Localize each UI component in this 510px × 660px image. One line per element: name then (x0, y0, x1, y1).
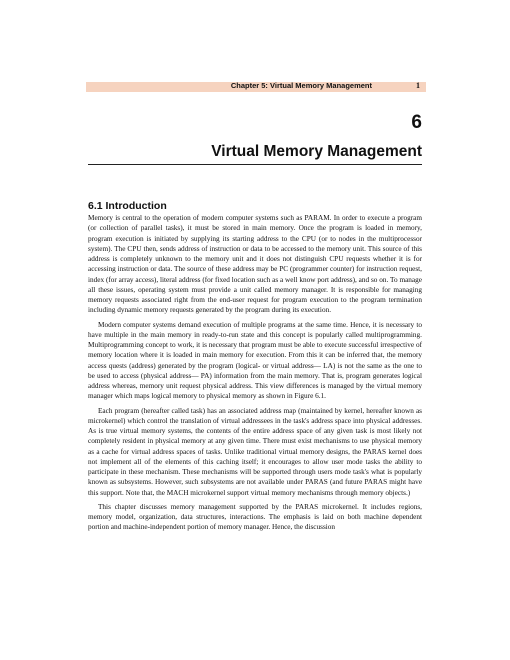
chapter-title: Virtual Memory Management (211, 143, 422, 160)
running-header-title: Chapter 5: Virtual Memory Management (230, 81, 372, 90)
chapter-number: 6 (411, 112, 422, 133)
body-text (88, 213, 422, 537)
page-number: 1 (416, 81, 420, 90)
paragraph: Modern computer systems demand execution of multiple programs at the same time. Hence, it is necessary to have multiple in the main memory in ready-to-run state and this concept is popularly called multiprogramming. Multiprogramming concept to work, it is necessary that program must be able to execute successful irrespective of memory location where it is loaded in main memory for execution. From this it can be inferred that, the memory access quests (address) generated by the program (logical- or virtual address— LA) is not the same as the one to be used to access (physical address— PA) information from the main memory. That is, program generates logical address whereas, memory unit request physical address. This view differences is managed by the virtual memory manager which maps logical memory to physical memory as shown in Figure 6.1. (88, 320, 422, 401)
paragraph: Each program (hereafter called task) has an associated address map (maintained by kernel, hereafter known as microkernel) which control the translation of virtual addressees in the task's address space into physical addresses. As is true virtual memory systems, the contents of the entire address space of any given task is most likely not completely resident in physical memory at any given time. There must exist mechanisms to use physical memory as a cache for virtual address spaces of tasks. Unlike traditional virtual memory designs, the PARAS kernel does not implement all of the elements of this caching itself; it encourages to allow user mode tasks the ability to participate in these mechanism. These mechanisms will be supported through users mode task's what is popularly known as subsystems. However, such subsystems are not available under PARAS (and future PARAS might have this support. Note that, the MACH microkernel support virtual memory mechanisms through memory objects.) (88, 406, 422, 497)
running-header (86, 82, 426, 92)
paragraph: This chapter discusses memory management supported by the PARAS microkernel. It includes regions, memory model, organization, data structures, interactions. The emphasis is laid on both machine dependent portion and machine-independent portion of memory manager. Hence, the discussion (88, 502, 422, 532)
section-heading: 6.1 Introduction (88, 200, 167, 212)
title-divider (88, 164, 422, 165)
paragraph: Memory is central to the operation of modern computer systems such as PARAM. In order to execute a program (or collection of parallel tasks), it must be stored in main memory. Once the program is loaded in memory, program execution is initiated by supplying its starting address to the CPU (or to nodes in the multiprocessor system). The CPU then, sends address of instruction or data to be accessed to the memory unit. This source of this address is completely unknown to the memory unit and it does not distinguish CPU requests whether it is for accessing instruction or data. The source of these address may be PC (programmer counter) for instruction request, index (for array access), literal address (for fixed location such as a well know port address), and so on. To manage all these issues, operating system must provide a unit called memory manager. It is responsible for managing memory requests associated right from the end-user request for program execution to the program termination including dynamic memory requests generated by the program during its execution. (88, 214, 422, 315)
